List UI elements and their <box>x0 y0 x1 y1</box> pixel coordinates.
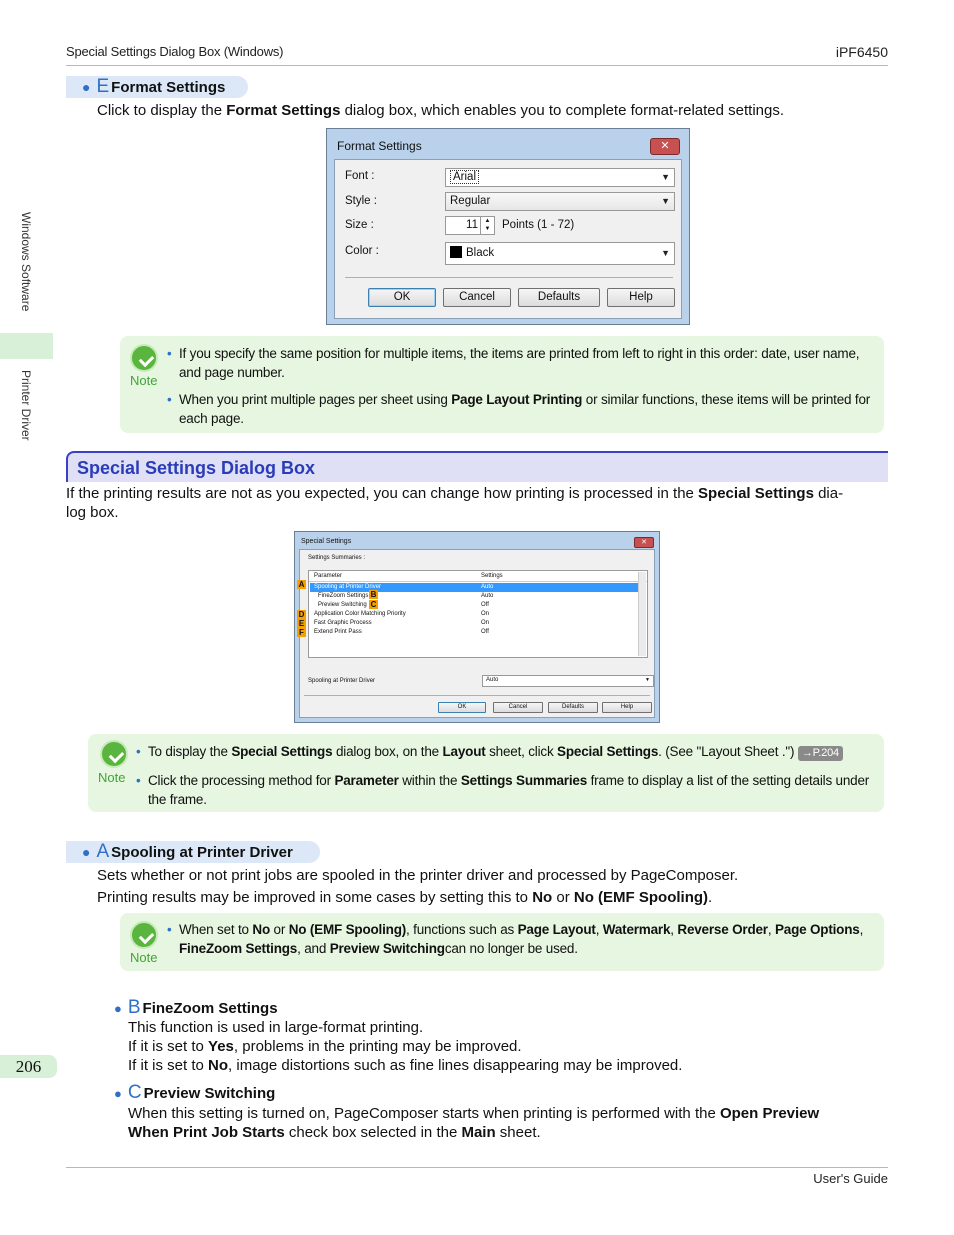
side-tab-windows-software: Windows Software <box>19 212 33 312</box>
font-dropdown[interactable] <box>445 168 675 187</box>
page-number: 206 <box>0 1055 57 1078</box>
finezoom-description: If it is set to No, image distortions such as fine lines disappearing may be improved. <box>128 1057 683 1074</box>
list-item[interactable]: FineZoom Settings <box>318 593 369 599</box>
ok-button[interactable]: OK <box>438 702 486 713</box>
color-value: Black <box>466 247 495 259</box>
callout-tag-b: B <box>370 590 377 599</box>
size-stepper[interactable] <box>445 216 495 235</box>
column-header-settings: Settings <box>481 573 503 579</box>
note-check-icon <box>100 740 128 768</box>
finezoom-description: If it is set to Yes, problems in the printing may be improved. <box>128 1038 522 1055</box>
list-item[interactable]: Preview Switching <box>318 602 367 608</box>
bullet-icon: ● <box>114 1086 122 1101</box>
note-box <box>120 913 884 971</box>
settings-list[interactable] <box>308 570 648 658</box>
style-label: Style : <box>345 195 377 207</box>
note-label: Note <box>130 373 158 388</box>
dialog-title: Special Settings <box>301 538 352 545</box>
size-value: 11 <box>466 219 478 231</box>
item-letter: C <box>127 1082 142 1103</box>
spooling-heading <box>66 841 320 863</box>
chevron-down-icon: ▼ <box>645 677 650 683</box>
note-box <box>120 336 884 433</box>
item-title: FineZoom Settings <box>142 1000 278 1017</box>
format-settings-dialog <box>326 128 690 325</box>
close-icon[interactable]: ✕ <box>634 537 654 548</box>
preview-description: When Print Job Starts check box selected in the Main sheet. <box>128 1124 541 1141</box>
running-footer: User's Guide <box>813 1171 888 1186</box>
dialog-title: Format Settings <box>337 139 422 153</box>
preview-heading <box>114 1083 275 1103</box>
section-intro: If the printing results are not as you expected, you can change how printing is processed in the Special Settings dia- log box. <box>66 485 844 521</box>
side-tab-highlight <box>0 333 53 359</box>
special-settings-dialog <box>294 531 660 723</box>
defaults-button[interactable]: Defaults <box>548 702 598 713</box>
running-header-model: iPF6450 <box>835 44 888 60</box>
list-item-value: Off <box>481 602 489 608</box>
help-button[interactable]: Help <box>602 702 652 713</box>
color-dropdown[interactable] <box>445 242 675 265</box>
callout-tag-d: D <box>298 610 305 619</box>
dialog-body <box>299 549 655 718</box>
list-item-value: Off <box>481 629 489 635</box>
color-label: Color : <box>345 245 379 257</box>
format-settings-description: Click to display the Format Settings dialog box, which enables you to complete format-related settings. <box>97 102 784 119</box>
item-letter: E <box>96 76 110 97</box>
note-label: Note <box>98 770 126 785</box>
bullet-icon: ● <box>82 844 91 860</box>
scrollbar[interactable] <box>638 572 646 656</box>
note-item: • When you print multiple pages per sheet using Page Layout Printing or similar functions, these items will be printed for each page. <box>167 392 871 426</box>
note-item: • Click the processing method for Parameter within the Settings Summaries frame to display a list of the setting details under the frame. <box>136 773 870 807</box>
dialog-body <box>334 159 682 319</box>
list-item-value: Auto <box>481 584 494 590</box>
page-link[interactable]: →P.204 <box>798 746 843 761</box>
section-title: Special Settings Dialog Box <box>77 458 316 478</box>
finezoom-description: This function is used in large-format printing. <box>128 1019 424 1036</box>
style-value: Regular <box>450 195 491 207</box>
header-rule <box>66 65 888 66</box>
size-label: Size : <box>345 219 374 231</box>
cancel-button[interactable]: Cancel <box>443 288 511 307</box>
spooling-dropdown[interactable] <box>482 675 654 687</box>
separator <box>304 695 650 696</box>
font-label: Font : <box>345 170 375 182</box>
chevron-down-icon: ▼ <box>661 248 670 258</box>
chevron-down-icon: ▼ <box>661 172 670 182</box>
item-title: Format Settings <box>111 78 226 96</box>
font-value: Arial <box>450 170 479 184</box>
note-check-icon <box>130 344 158 372</box>
size-unit: Points (1 - 72) <box>502 219 575 231</box>
column-header-parameter: Parameter <box>314 573 343 579</box>
cancel-button[interactable]: Cancel <box>493 702 543 713</box>
help-button[interactable]: Help <box>607 288 675 307</box>
color-swatch <box>450 246 462 258</box>
bullet-icon: ● <box>114 1001 122 1016</box>
list-item[interactable]: Extend Print Pass <box>314 629 362 635</box>
finezoom-heading <box>114 998 278 1018</box>
note-label: Note <box>130 950 158 965</box>
note-box <box>88 734 884 812</box>
note-item: • If you specify the same position for multiple items, the items are printed from left to right in this order: date, user name, and page number. <box>167 346 860 380</box>
spooling-description: Printing results may be improved in some cases by setting this to No or No (EMF Spooling). <box>97 889 713 906</box>
preview-description: When this setting is turned on, PageComposer starts when printing is performed with the Open Preview <box>128 1105 820 1122</box>
spooling-description: Sets whether or not print jobs are spooled in the printer driver and processed by PageComposer. <box>97 867 739 884</box>
spooling-field-label: Spooling at Printer Driver <box>308 678 376 684</box>
spin-arrows-icon[interactable]: ▲ ▼ <box>480 217 494 234</box>
header-divider <box>309 581 647 582</box>
side-tab-printer-driver: Printer Driver <box>19 370 33 441</box>
note-item: • When set to No or No (EMF Spooling), functions such as Page Layout, Watermark, Reverse Order, Page Options, FineZoom Settings, and Preview Switchingcan no longer be used. <box>167 922 864 956</box>
ok-button[interactable]: OK <box>368 288 436 307</box>
running-header-title: Special Settings Dialog Box (Windows) <box>66 44 284 59</box>
chevron-down-icon: ▼ <box>661 196 670 206</box>
section-heading <box>66 451 888 482</box>
list-item[interactable]: Fast Graphic Process <box>314 620 372 626</box>
item-letter: B <box>127 997 141 1018</box>
item-title: Spooling at Printer Driver <box>111 843 293 861</box>
list-item-value: On <box>481 611 490 617</box>
callout-tag-f: F <box>297 628 306 637</box>
settings-summaries-label: Settings Summaries : <box>308 555 366 561</box>
style-dropdown[interactable] <box>445 192 675 211</box>
callout-tag-c: C <box>370 600 377 609</box>
footer-rule <box>66 1167 888 1168</box>
format-settings-heading <box>66 76 248 98</box>
list-item[interactable]: Spooling at Printer Driver <box>314 584 382 590</box>
list-item[interactable]: Application Color Matching Priority <box>314 611 406 617</box>
separator <box>345 277 673 278</box>
note-check-icon <box>130 921 158 949</box>
list-item-value: On <box>481 620 490 626</box>
bullet-icon: ● <box>82 79 91 95</box>
callout-tag-e: E <box>298 619 305 628</box>
note-item: • To display the Special Settings dialog box, on the Layout sheet, click Special Settings. (See "Layout Sheet .") →P.204 <box>148 742 873 761</box>
item-letter: A <box>96 841 110 862</box>
defaults-button[interactable]: Defaults <box>518 288 600 307</box>
spooling-value: Auto <box>486 677 499 683</box>
list-item-value: Auto <box>481 593 494 599</box>
item-title: Preview Switching <box>143 1085 276 1102</box>
close-icon[interactable]: ✕ <box>650 138 680 155</box>
callout-tag-a: A <box>298 580 305 589</box>
